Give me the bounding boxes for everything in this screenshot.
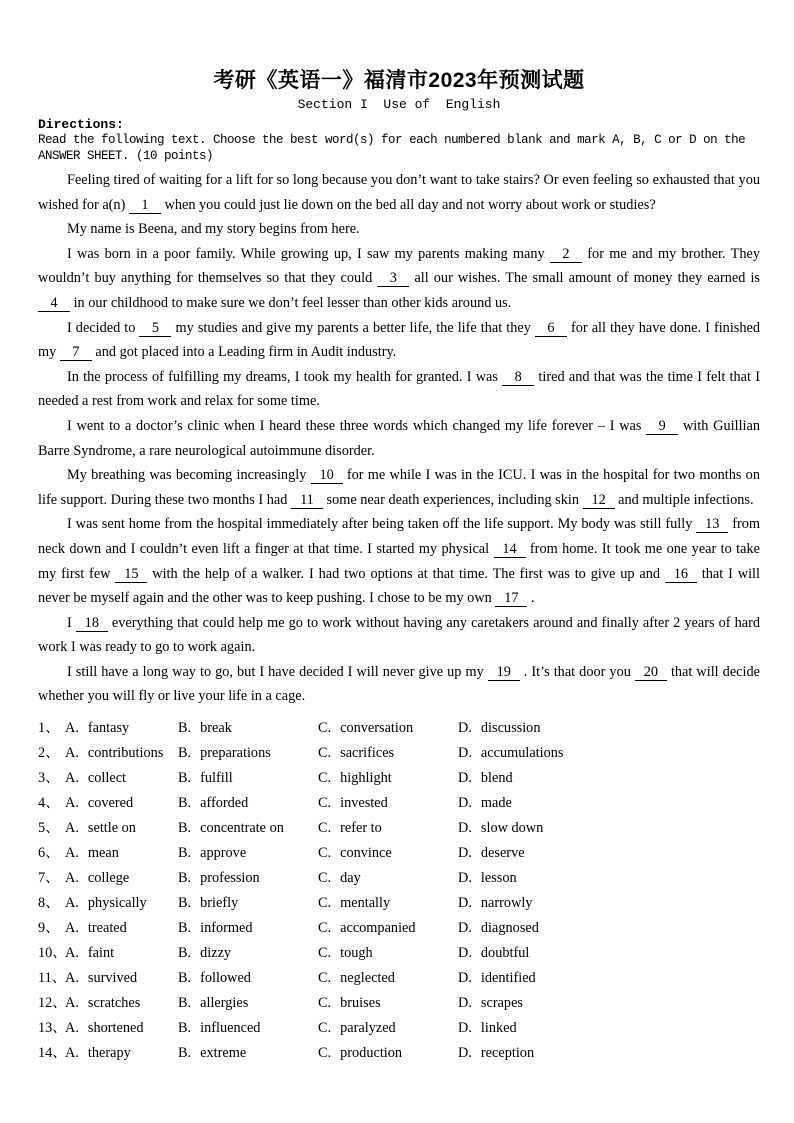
option-letter: D. <box>458 945 472 962</box>
option-text: faint <box>87 945 115 962</box>
option-d <box>458 941 760 966</box>
question-row <box>38 991 760 1016</box>
option-text: convince <box>340 845 392 862</box>
option-letter: A. <box>65 945 79 962</box>
question-number: 10、 <box>38 945 67 962</box>
option-a <box>65 841 178 866</box>
passage-text: In the process of fulfilling my dreams, I took my health for granted. I was <box>67 368 503 385</box>
option-letter: B. <box>178 895 192 912</box>
option-b <box>178 966 318 991</box>
option-letter: C. <box>318 820 332 837</box>
blank-7: 7 <box>60 344 92 361</box>
question-row <box>38 866 760 891</box>
option-letter: D. <box>458 995 472 1012</box>
question-row <box>38 791 760 816</box>
option-letter: A. <box>65 870 79 887</box>
option-a <box>65 741 178 766</box>
option-letter: C. <box>318 720 332 737</box>
option-text: diagnosed <box>480 920 539 937</box>
question-number: 13、 <box>38 1020 67 1037</box>
passage-paragraph <box>38 414 760 463</box>
option-text: slow down <box>480 820 544 837</box>
option-d <box>458 991 760 1016</box>
option-text: mean <box>87 845 119 862</box>
blank-14: 14 <box>494 541 526 558</box>
questions <box>38 716 760 1066</box>
blank-6: 6 <box>535 320 567 337</box>
passage-text: I was sent home from the hospital immediately after being taken off the life support. My body was still fully <box>67 516 697 533</box>
blank-12: 12 <box>583 492 615 509</box>
option-c <box>318 866 458 891</box>
question-row <box>38 941 760 966</box>
option-letter: D. <box>458 920 472 937</box>
question-number: 11、 <box>38 970 67 987</box>
directions-text <box>38 133 760 164</box>
blank-10: 10 <box>311 467 343 484</box>
option-text: break <box>200 720 232 737</box>
option-letter: A. <box>65 745 79 762</box>
passage-text: some near death experiences, including skin <box>322 491 583 508</box>
option-text: day <box>340 870 361 887</box>
option-a <box>65 941 178 966</box>
question-row <box>38 1041 760 1066</box>
option-letter: B. <box>178 945 192 962</box>
passage-text: with the help of a walker. I had two options at that time. The first was to give up and <box>147 565 665 582</box>
passage-text: for me while I was in the ICU. I was in the hospital for two months on life support. During these two months I had <box>38 467 760 508</box>
option-letter: A. <box>65 970 79 987</box>
option-text: linked <box>480 1020 517 1037</box>
option-letter: B. <box>178 795 192 812</box>
option-letter: B. <box>178 770 192 787</box>
option-text: briefly <box>200 895 239 912</box>
option-text: accompanied <box>340 920 416 937</box>
passage-text: from neck down and I couldn’t even lift a finger at that time. I started my physical <box>38 516 760 557</box>
option-text: approve <box>200 845 247 862</box>
question-row <box>38 841 760 866</box>
passage-paragraph <box>38 365 760 414</box>
option-b <box>178 741 318 766</box>
option-text: treated <box>87 920 127 937</box>
option-letter: B. <box>178 720 192 737</box>
option-b <box>178 991 318 1016</box>
blank-17: 17 <box>495 590 527 607</box>
option-text: fantasy <box>87 720 130 737</box>
option-text: paralyzed <box>340 1020 396 1037</box>
option-letter: B. <box>178 970 192 987</box>
option-d <box>458 716 760 741</box>
passage <box>38 168 760 709</box>
question-row <box>38 766 760 791</box>
option-letter: C. <box>318 920 332 937</box>
option-letter: A. <box>65 845 79 862</box>
passage-text: for all they have done. I finished my <box>38 319 760 361</box>
option-text: extreme <box>200 1045 247 1062</box>
passage-text: all our wishes. The small amount of money they earned is <box>409 270 760 287</box>
option-text: settle on <box>87 820 136 837</box>
passage-text: I <box>67 614 76 631</box>
question-row <box>38 741 760 766</box>
passage-text: my studies and give my parents a better life, the life that they <box>171 319 535 336</box>
option-text: fulfill <box>200 770 233 787</box>
option-text: production <box>340 1045 403 1062</box>
question-number: 5、 <box>38 820 60 837</box>
option-text: contributions <box>87 745 164 762</box>
passage-text: I went to a doctor’s clinic when I heard these three words which changed my life forever – I was <box>67 417 647 434</box>
option-a <box>65 816 178 841</box>
blank-5: 5 <box>139 320 171 337</box>
option-text: concentrate on <box>200 820 284 837</box>
option-text: dizzy <box>200 945 232 962</box>
directions-line: Read the following text. Choose the best word(s) for each numbered blank and mark A, B, C or D on the <box>38 133 746 147</box>
option-c <box>318 741 458 766</box>
option-c <box>318 1041 458 1066</box>
question-number: 7、 <box>38 870 60 887</box>
option-b <box>178 816 318 841</box>
blank-20: 20 <box>635 664 667 681</box>
option-letter: B. <box>178 1020 192 1037</box>
option-c <box>318 991 458 1016</box>
option-b <box>178 941 318 966</box>
option-letter: B. <box>178 745 192 762</box>
option-text: mentally <box>340 895 391 912</box>
option-letter: C. <box>318 870 332 887</box>
blank-11: 11 <box>291 492 323 509</box>
blank-16: 16 <box>665 566 697 583</box>
passage-text: and multiple infections. <box>614 491 754 508</box>
option-letter: C. <box>318 795 332 812</box>
option-letter: C. <box>318 970 332 987</box>
option-text: followed <box>200 970 251 987</box>
passage-paragraph <box>38 242 760 316</box>
option-letter: D. <box>458 845 472 862</box>
option-d <box>458 816 760 841</box>
passage-text: I was born in a poor family. While growing up, I saw my parents making many <box>67 245 550 262</box>
passage-text: My name is Beena, and my story begins from here. <box>67 221 360 238</box>
passage-text: that I will never be myself again and the other was to keep pushing. I chose to be my own <box>38 565 760 607</box>
option-text: collect <box>87 770 127 787</box>
question-number: 3、 <box>38 770 60 787</box>
option-c <box>318 916 458 941</box>
question-number: 14、 <box>38 1045 67 1062</box>
option-d <box>458 891 760 916</box>
passage-text: when you could just lie down on the bed all day and not worry about work or studies? <box>160 196 656 213</box>
option-b <box>178 891 318 916</box>
question-number: 1、 <box>38 720 60 737</box>
question-row <box>38 966 760 991</box>
option-letter: D. <box>458 770 472 787</box>
section-heading: Section I Use of English <box>297 97 501 112</box>
passage-text: I decided to <box>67 319 140 336</box>
option-text: therapy <box>87 1045 131 1062</box>
passage-paragraph <box>38 463 760 512</box>
option-text: doubtful <box>480 945 530 962</box>
option-letter: D. <box>458 720 472 737</box>
option-b <box>178 1016 318 1041</box>
option-a <box>65 866 178 891</box>
option-letter: D. <box>458 1045 472 1062</box>
option-d <box>458 916 760 941</box>
option-text: physically <box>87 895 147 912</box>
passage-text: from home. It took me one year to take my first few <box>38 540 760 582</box>
option-letter: D. <box>458 895 472 912</box>
option-c <box>318 966 458 991</box>
option-letter: B. <box>178 845 192 862</box>
option-b <box>178 841 318 866</box>
blank-13: 13 <box>696 516 728 533</box>
option-text: college <box>87 870 130 887</box>
question-number: 4、 <box>38 795 60 812</box>
question-number: 6、 <box>38 845 60 862</box>
option-letter: D. <box>458 970 472 987</box>
blank-1: 1 <box>129 197 161 214</box>
question-row <box>38 716 760 741</box>
option-text: survived <box>87 970 138 987</box>
option-a <box>65 716 178 741</box>
option-text: bruises <box>340 995 381 1012</box>
passage-text: in our childhood to make sure we don’t feel lesser than other kids around us. <box>70 294 512 311</box>
option-text: reception <box>480 1045 535 1062</box>
option-b <box>178 766 318 791</box>
option-letter: A. <box>65 770 79 787</box>
option-b <box>178 716 318 741</box>
option-d <box>458 766 760 791</box>
option-letter: C. <box>318 745 332 762</box>
option-letter: A. <box>65 1020 79 1037</box>
option-text: highlight <box>340 770 392 787</box>
option-text: blend <box>480 770 513 787</box>
option-text: covered <box>87 795 134 812</box>
option-a <box>65 991 178 1016</box>
option-letter: B. <box>178 995 192 1012</box>
option-d <box>458 791 760 816</box>
option-text: influenced <box>200 1020 261 1037</box>
option-text: scratches <box>87 995 141 1012</box>
option-letter: D. <box>458 870 472 887</box>
option-d <box>458 866 760 891</box>
option-a <box>65 891 178 916</box>
option-letter: B. <box>178 1045 192 1062</box>
option-text: neglected <box>340 970 395 987</box>
option-text: conversation <box>340 720 414 737</box>
option-text: narrowly <box>480 895 533 912</box>
option-text: allergies <box>200 995 249 1012</box>
option-d <box>458 966 760 991</box>
question-number: 8、 <box>38 895 60 912</box>
passage-paragraph <box>38 660 760 709</box>
option-c <box>318 766 458 791</box>
question-row <box>38 1016 760 1041</box>
option-text: sacrifices <box>340 745 395 762</box>
option-c <box>318 1016 458 1041</box>
directions-line: ANSWER SHEET. (10 points) <box>38 148 214 163</box>
option-text: scrapes <box>480 995 523 1012</box>
option-c <box>318 791 458 816</box>
option-text: tough <box>340 945 373 962</box>
option-letter: C. <box>318 995 332 1012</box>
option-letter: B. <box>178 870 192 887</box>
option-d <box>458 741 760 766</box>
option-d <box>458 1016 760 1041</box>
option-letter: D. <box>458 795 472 812</box>
passage-paragraph <box>38 168 760 217</box>
option-a <box>65 966 178 991</box>
page-title: 考研《英语一》福清市2023年预测试题 <box>213 69 585 92</box>
passage-text: for me and my brother. They wouldn’t buy anything for themselves so that they could <box>38 245 760 287</box>
option-letter: C. <box>318 770 332 787</box>
option-text: accumulations <box>480 745 564 762</box>
option-letter: A. <box>65 920 79 937</box>
option-a <box>65 1016 178 1041</box>
passage-text: everything that could help me go to work without having any caretakers around and finally after 2 years of hard work I was ready to go to work again. <box>38 614 760 656</box>
option-a <box>65 916 178 941</box>
option-c <box>318 716 458 741</box>
passage-paragraph <box>38 512 760 610</box>
option-c <box>318 941 458 966</box>
option-b <box>178 791 318 816</box>
option-letter: A. <box>65 820 79 837</box>
option-d <box>458 841 760 866</box>
option-text: identified <box>480 970 536 987</box>
option-letter: B. <box>178 920 192 937</box>
passage-text: My breathing was becoming increasingly <box>67 467 311 484</box>
question-row <box>38 891 760 916</box>
option-letter: C. <box>318 1020 332 1037</box>
option-text: invested <box>340 795 388 812</box>
option-b <box>178 1041 318 1066</box>
option-text: profession <box>200 870 260 887</box>
option-letter: C. <box>318 895 332 912</box>
option-letter: A. <box>65 795 79 812</box>
option-letter: D. <box>458 820 472 837</box>
passage-text: . It’s that door you <box>519 663 635 680</box>
question-row <box>38 916 760 941</box>
option-a <box>65 766 178 791</box>
option-text: informed <box>200 920 253 937</box>
blank-2: 2 <box>550 246 582 263</box>
blank-18: 18 <box>76 615 108 632</box>
option-text: deserve <box>480 845 525 862</box>
option-a <box>65 791 178 816</box>
option-text: refer to <box>340 820 382 837</box>
passage-text: that will decide whether you will fly or live your life in a cage. <box>38 663 760 705</box>
option-b <box>178 866 318 891</box>
question-number: 2、 <box>38 745 60 762</box>
option-text: shortened <box>87 1020 144 1037</box>
passage-text: with Guillian Barre Syndrome, a rare neurological autoimmune disorder. <box>38 417 761 459</box>
option-letter: D. <box>458 1020 472 1037</box>
option-c <box>318 816 458 841</box>
passage-paragraph <box>38 611 760 660</box>
passage-paragraph <box>38 217 760 242</box>
passage-text: tired and that was the time I felt that I needed a rest from work and relax for some time. <box>38 368 760 410</box>
option-b <box>178 916 318 941</box>
option-text: made <box>480 795 512 812</box>
blank-15: 15 <box>115 566 147 583</box>
option-text: afforded <box>200 795 249 812</box>
question-number: 12、 <box>38 995 67 1012</box>
option-text: preparations <box>200 745 271 762</box>
blank-9: 9 <box>646 418 678 435</box>
option-letter: D. <box>458 745 472 762</box>
option-c <box>318 841 458 866</box>
question-row <box>38 816 760 841</box>
option-a <box>65 1041 178 1066</box>
option-letter: A. <box>65 895 79 912</box>
passage-paragraph <box>38 316 760 365</box>
passage-text: Feeling tired of waiting for a lift for so long because you don’t want to take stairs? Or even feeling so exhausted that you wished for a(n) <box>38 172 760 213</box>
option-d <box>458 1041 760 1066</box>
blank-4: 4 <box>38 295 70 312</box>
blank-19: 19 <box>488 664 520 681</box>
passage-text: I still have a long way to go, but I have decided I will never give up my <box>67 663 488 680</box>
passage-text: and got placed into a Leading firm in Audit industry. <box>91 344 397 361</box>
option-letter: C. <box>318 1045 332 1062</box>
option-c <box>318 891 458 916</box>
directions-label: Directions: <box>38 117 124 132</box>
option-letter: C. <box>318 945 332 962</box>
option-letter: A. <box>65 1045 79 1062</box>
option-letter: C. <box>318 845 332 862</box>
option-letter: A. <box>65 995 79 1012</box>
passage-text: . <box>527 590 535 607</box>
blank-8: 8 <box>502 369 534 386</box>
option-letter: B. <box>178 820 192 837</box>
option-letter: A. <box>65 720 79 737</box>
blank-3: 3 <box>377 270 409 287</box>
question-number: 9、 <box>38 920 60 937</box>
option-text: lesson <box>480 870 517 887</box>
option-text: discussion <box>480 720 541 737</box>
